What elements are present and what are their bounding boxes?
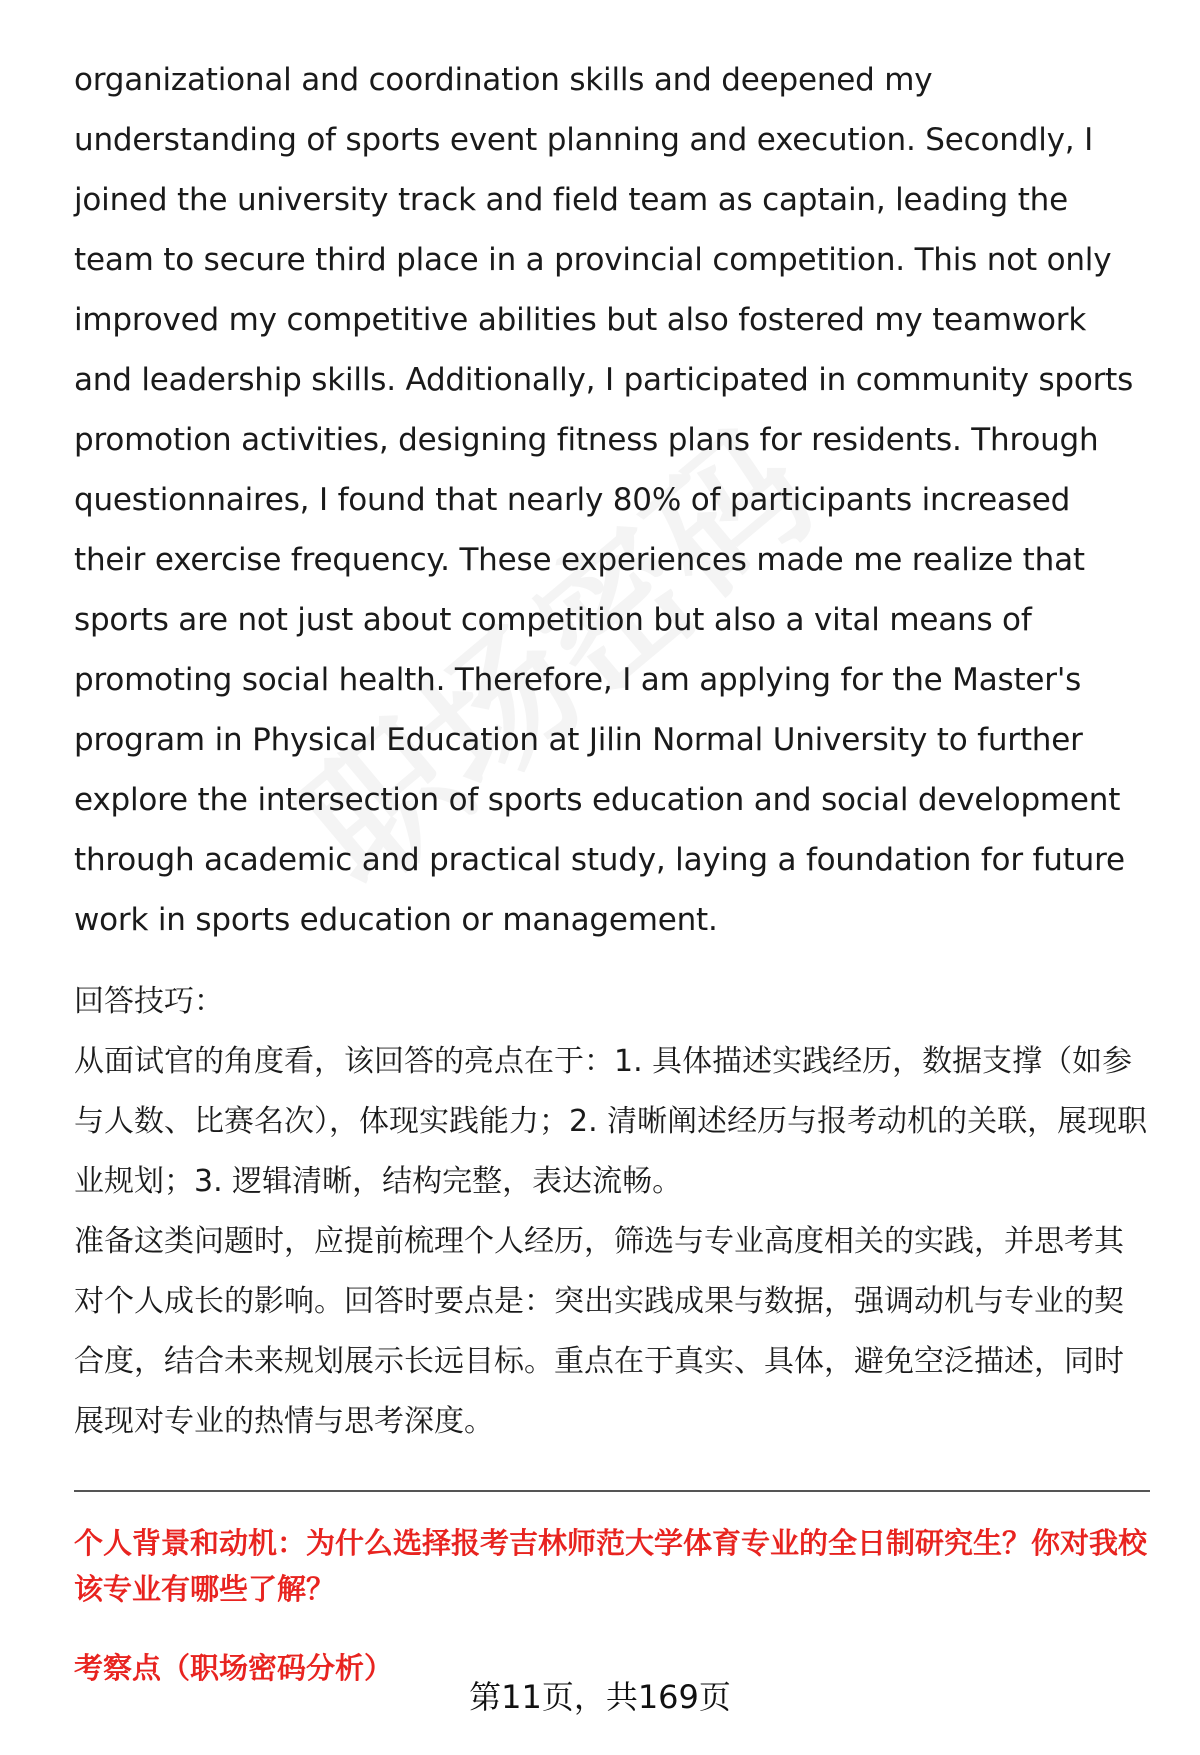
answer-paragraph: organizational and coordination skills and deepened my understanding of sports event planning and execution. Secondly, I joined the university track and field team as captain, leading the team to secure third place in a provincial competition. This not only improved my competitive abilities but also fostered my teamwork and leadership skills. Additionally, I participated in community sports promotion activities, designing fitness plans for residents. Through questionnaires, I found that nearly 80% of participants increased their exercise frequency. These experiences made me realize that sports are not just about competition but also a vital means of promoting social health. Therefore, I am applying for the Master's program in Physical Education at Jilin Normal University to further explore the intersection of sports education and social development through academic and practical study, laying a foundation for future work in sports education or management.	[74, 62, 1134, 938]
question-heading: 个人背景和动机：为什么选择报考吉林师范大学体育专业的全日制研究生？你对我校该专业有哪些了解？	[74, 1526, 1148, 1606]
exam-point-heading: 考察点（职场密码分析）	[74, 1651, 394, 1685]
tips-paragraph-1: 从面试官的角度看，该回答的亮点在于：1. 具体描述实践经历，数据支撑（如参与人数、比赛名次），体现实践能力；2. 清晰阐述经历与报考动机的关联，展现职业规划；3. 逻辑清晰，结构完整，表达流畅。	[74, 1044, 1148, 1199]
tips-paragraph-2: 准备这类问题时，应提前梳理个人经历，筛选与专业高度相关的实践，并思考其对个人成长的影响。回答时要点是：突出实践成果与数据，强调动机与专业的契合度，结合未来规划展示长远目标。重点在于真实、具体，避免空泛描述，同时展现对专业的热情与思考深度。	[74, 1224, 1124, 1439]
answer-tips-section	[74, 972, 1150, 1452]
document-page	[74, 50, 1150, 1687]
section-divider	[74, 1490, 1150, 1492]
page-number: 第11页，共169页	[469, 1678, 731, 1716]
tips-heading: 回答技巧：	[74, 984, 224, 1019]
